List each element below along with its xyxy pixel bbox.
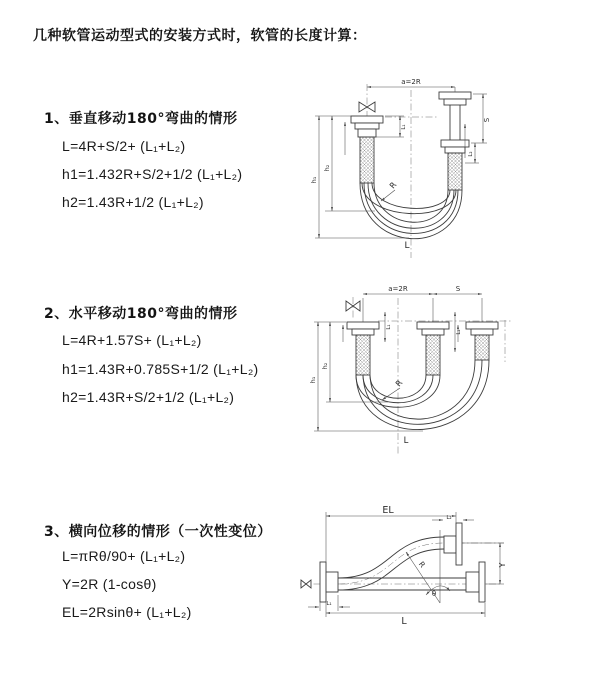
label-a2r: a=2R <box>388 285 408 293</box>
label-s: S <box>483 117 491 123</box>
section-3-formula-y: Y=2R (1-cosθ) <box>62 576 157 592</box>
section-3-formula-el: EL=2Rsinθ+ (L₁+L₂) <box>62 604 192 620</box>
label-l2: L₂ <box>456 329 462 335</box>
dimension-l1 <box>385 312 392 342</box>
braid-section <box>356 335 370 375</box>
diagram-lateral-displacement <box>296 500 600 645</box>
label-a2r: a=2R <box>401 78 421 86</box>
label-l1: L₁ <box>401 124 407 130</box>
diagram-vertical-180-bend <box>305 70 595 265</box>
label-h1: h₁ <box>310 176 318 184</box>
label-h1: h₁ <box>309 376 317 384</box>
section-2-formula-h2: h2=1.43R+S/2+1/2 (L₁+L₂) <box>62 389 235 405</box>
section-1-formula-h2: h2=1.43R+1/2 (L₁+L₂) <box>62 194 204 210</box>
section-2-formula-l: L=4R+1.57S+ (L₁+L₂) <box>62 332 202 348</box>
s-curve-hose <box>338 537 444 590</box>
hose-u-curves <box>356 360 489 430</box>
label-theta: θ <box>431 590 437 598</box>
label-el: EL <box>382 505 394 516</box>
left-flange-fitting <box>351 116 383 183</box>
left-flange-fitting <box>347 322 379 375</box>
dimension-a2r <box>363 285 482 322</box>
radius-callout <box>381 180 399 201</box>
section-3-heading: 3、横向位移的情形（一次性变位） <box>44 524 272 540</box>
label-y: Y <box>498 562 507 568</box>
dimension-s <box>433 285 482 294</box>
dimension-a2r <box>367 78 455 92</box>
dimension-el <box>326 505 456 617</box>
valve-icon <box>301 580 311 588</box>
right-flange-fitting <box>466 322 498 360</box>
label-r: R <box>393 378 405 389</box>
angle-construction <box>406 530 450 603</box>
braid-section <box>360 137 374 183</box>
dimension-s <box>471 94 491 143</box>
braid-section <box>426 335 440 375</box>
label-length-l: L <box>403 436 409 446</box>
section-2-heading: 2、水平移动180°弯曲的情形 <box>44 306 238 322</box>
upper-right-flange-fitting <box>444 523 462 565</box>
section-1-heading: 1、垂直移动180°弯曲的情形 <box>44 111 238 127</box>
label-s: S <box>455 285 461 293</box>
radius-callout <box>382 378 405 400</box>
label-l2: L₂ <box>468 151 474 157</box>
section-1-formula-l: L=4R+S/2+ (L₁+L₂) <box>62 138 186 154</box>
label-length-l: L <box>401 616 407 627</box>
dimension-l1 <box>308 595 350 611</box>
document-title: 几种软管运动型式的安装方式时，软管的长度计算： <box>33 28 367 44</box>
braid-section <box>448 153 462 190</box>
section-1-formula-h1: h1=1.432R+S/2+1/2 (L₁+L₂) <box>62 166 243 182</box>
center-flange-fitting <box>417 322 449 375</box>
lower-right-flange-fitting <box>466 562 485 602</box>
left-flange-fitting <box>320 562 338 602</box>
dimension-l2 <box>455 312 462 352</box>
dimension-l <box>326 603 485 627</box>
right-upper-flange-fitting <box>439 92 471 140</box>
label-length-l: L <box>404 241 410 251</box>
label-r: R <box>387 180 399 191</box>
braid-section <box>475 335 489 360</box>
label-l1: L₁ <box>386 324 392 330</box>
diagram-horizontal-180-bend <box>308 280 596 465</box>
section-3-formula-l: L=πRθ/90+ (L₁+L₂) <box>62 548 186 564</box>
section-2-formula-h1: h1=1.43R+0.785S+1/2 (L₁+L₂) <box>62 361 259 377</box>
label-h2: h₂ <box>323 164 331 172</box>
label-h2: h₂ <box>321 362 329 370</box>
label-l1: L₁ <box>326 601 332 607</box>
label-l2: L₂ <box>446 515 452 521</box>
label-r: R <box>416 559 428 570</box>
